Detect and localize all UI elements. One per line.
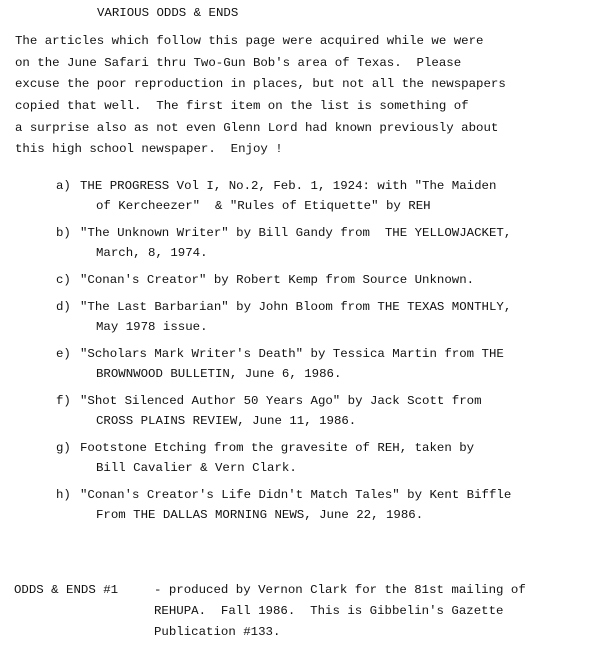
- colophon-text: REHUPA. Fall 1986. This is Gibbelin's Gazette: [154, 604, 504, 618]
- intro-line: copied that well. The first item on the list is something of: [15, 99, 469, 114]
- list-item-text: "Shot Silenced Author 50 Years Ago" by Jack Scott from: [80, 394, 482, 408]
- list-item-text: "The Last Barbarian" by John Bloom from THE TEXAS MONTHLY,: [80, 300, 512, 314]
- list-item-marker: f): [56, 394, 71, 408]
- list-item: [56, 223, 591, 263]
- colophon: [14, 580, 592, 643]
- list-item-text: "Conan's Creator" by Robert Kemp from Source Unknown.: [80, 273, 475, 287]
- intro-line: a surprise also as not even Glenn Lord had known previously about: [15, 120, 499, 135]
- list-item-text: Bill Cavalier & Vern Clark.: [96, 461, 297, 475]
- list-item-text: THE PROGRESS Vol I, No.2, Feb. 1, 1924: with "The Maiden: [80, 179, 497, 193]
- intro-line: this high school newspaper. Enjoy !: [15, 142, 283, 157]
- colophon-label: ODDS & ENDS #1: [14, 583, 119, 597]
- list-item-text: of Kercheezer" & "Rules of Etiquette" by REH: [96, 199, 431, 213]
- article-list: [56, 176, 591, 532]
- list-item-text: May 1978 issue.: [96, 320, 208, 334]
- list-item-text: "Scholars Mark Writer's Death" by Tessica Martin from THE: [80, 347, 504, 361]
- list-item-marker: a): [56, 179, 71, 193]
- list-item-text: From THE DALLAS MORNING NEWS, June 22, 1986.: [96, 508, 424, 522]
- list-item-text: March, 8, 1974.: [96, 246, 208, 260]
- list-item: [56, 485, 591, 525]
- list-item-text: "Conan's Creator's Life Didn't Match Tales" by Kent Biffle: [80, 488, 512, 502]
- intro-line: on the June Safari thru Two-Gun Bob's area of Texas. Please: [15, 55, 462, 70]
- list-item-marker: d): [56, 300, 71, 314]
- list-item: [56, 176, 591, 216]
- list-item: [56, 391, 591, 431]
- list-item: [56, 297, 591, 337]
- intro-line: The articles which follow this page were acquired while we were: [15, 34, 484, 48]
- list-item-marker: g): [56, 441, 71, 455]
- list-item-marker: e): [56, 347, 71, 361]
- page-title: VARIOUS ODDS & ENDS: [97, 6, 239, 20]
- list-item-text: CROSS PLAINS REVIEW, June 11, 1986.: [96, 414, 357, 428]
- colophon-text: - produced by Vernon Clark for the 81st mailing of: [154, 583, 526, 597]
- list-item: [56, 270, 591, 290]
- intro-line: excuse the poor reproduction in places, but not all the newspapers: [15, 77, 506, 92]
- list-item-text: BROWNWOOD BULLETIN, June 6, 1986.: [96, 367, 342, 381]
- list-item: [56, 438, 591, 478]
- colophon-text: Publication #133.: [154, 625, 281, 639]
- list-item-marker: b): [56, 226, 71, 240]
- list-item-text: Footstone Etching from the gravesite of REH, taken by: [80, 441, 475, 455]
- list-item-marker: h): [56, 488, 71, 502]
- list-item: [56, 344, 591, 384]
- list-item-marker: c): [56, 273, 71, 287]
- list-item-text: "The Unknown Writer" by Bill Gandy from THE YELLOWJACKET,: [80, 226, 512, 240]
- intro-paragraph: [15, 31, 590, 161]
